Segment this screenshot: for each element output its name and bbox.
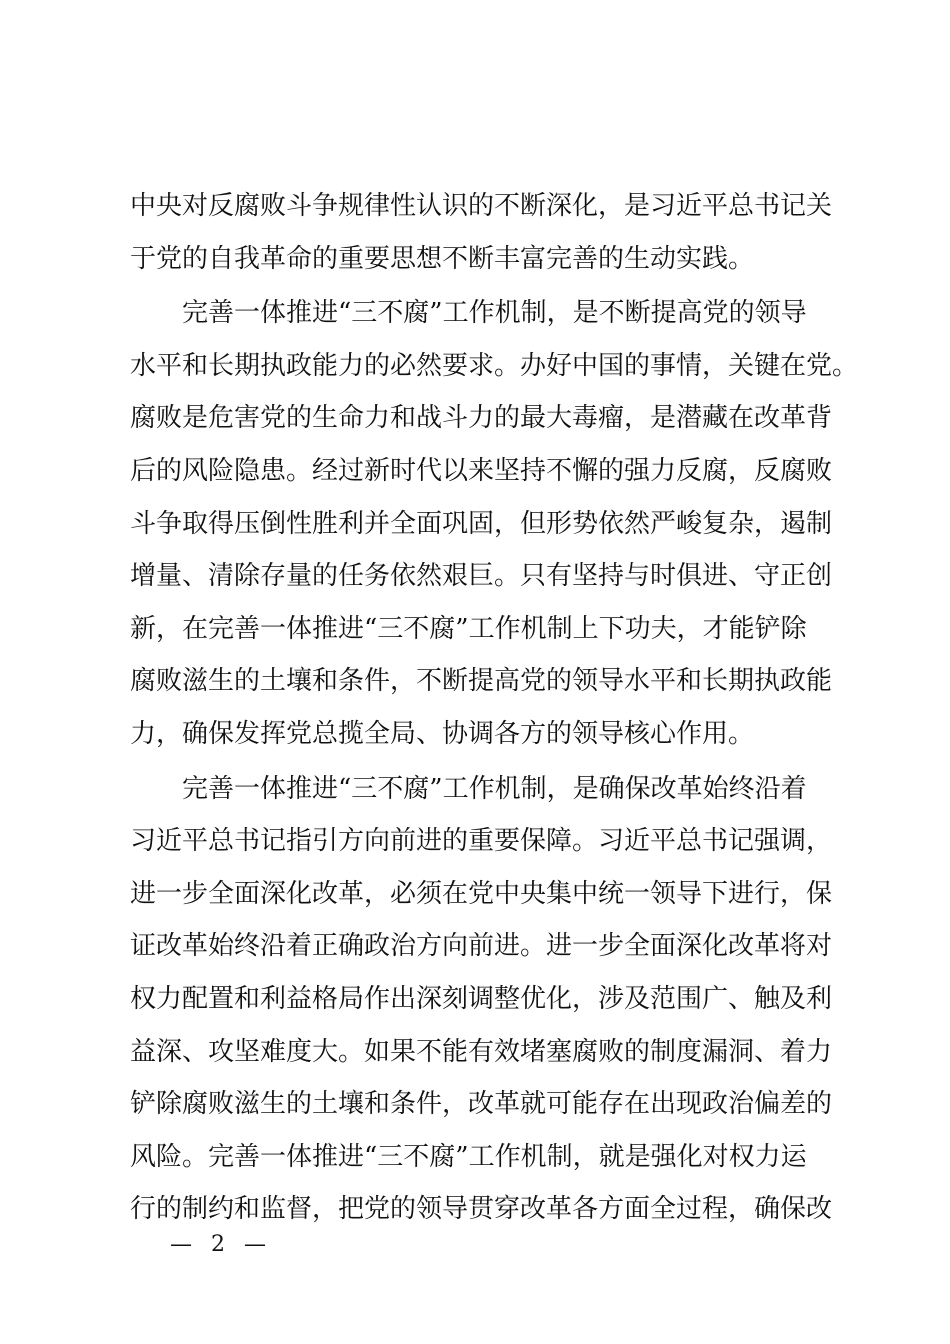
text-line: 益深、攻坚难度大。如果不能有效堵塞腐败的制度漏洞、着力 <box>130 1036 833 1067</box>
text-line: 习近平总书记指引方向前进的重要保障。习近平总书记强调， <box>130 826 833 857</box>
text-line: 风险。完善一体推进“三不腐”工作机制，就是强化对权力运 <box>130 1141 807 1172</box>
text-line: 完善一体推进“三不腐”工作机制，是确保改革始终沿着 <box>182 773 807 804</box>
text-line: 后的风险隐患。经过新时代以来坚持不懈的强力反腐，反腐败 <box>130 455 833 486</box>
text-line: 证改革始终沿着正确政治方向前进。进一步全面深化改革将对 <box>130 931 833 962</box>
text-line: 进一步全面深化改革，必须在党中央集中统一领导下进行，保 <box>130 878 833 909</box>
text-line: 斗争取得压倒性胜利并全面巩固，但形势依然严峻复杂，遏制 <box>130 508 833 539</box>
text-line: 新，在完善一体推进“三不腐”工作机制上下功夫，才能铲除 <box>130 613 807 644</box>
document-body <box>130 180 859 1236</box>
text-line: 完善一体推进“三不腐”工作机制，是不断提高党的领导 <box>182 298 807 329</box>
paragraph-2 <box>130 287 859 760</box>
text-line: 力，确保发挥党总揽全局、协调各方的领导核心作用。 <box>130 718 755 749</box>
text-line: 于党的自我革命的重要思想不断丰富完善的生动实践。 <box>130 243 755 274</box>
text-line: 水平和长期执政能力的必然要求。办好中国的事情，关键在党。 <box>130 350 859 381</box>
text-line: 行的制约和监督，把党的领导贯穿改革各方面全过程，确保改 <box>130 1194 833 1225</box>
page-number: — 2 — <box>170 1232 272 1257</box>
text-line: 腐败滋生的土壤和条件，不断提高党的领导水平和长期执政能 <box>130 666 833 697</box>
text-line: 铲除腐败滋生的土壤和条件，改革就可能存在出现政治偏差的 <box>130 1089 833 1120</box>
paragraph-3 <box>130 763 833 1236</box>
text-line: 权力配置和利益格局作出深刻调整优化，涉及范围广、触及利 <box>130 983 833 1014</box>
text-line: 中央对反腐败斗争规律性认识的不断深化，是习近平总书记关 <box>130 191 833 221</box>
text-line: 腐败是危害党的生命力和战斗力的最大毒瘤，是潜藏在改革背 <box>130 403 833 434</box>
paragraph-1 <box>130 180 833 285</box>
text-line: 增量、清除存量的任务依然艰巨。只有坚持与时俱进、守正创 <box>130 561 833 592</box>
